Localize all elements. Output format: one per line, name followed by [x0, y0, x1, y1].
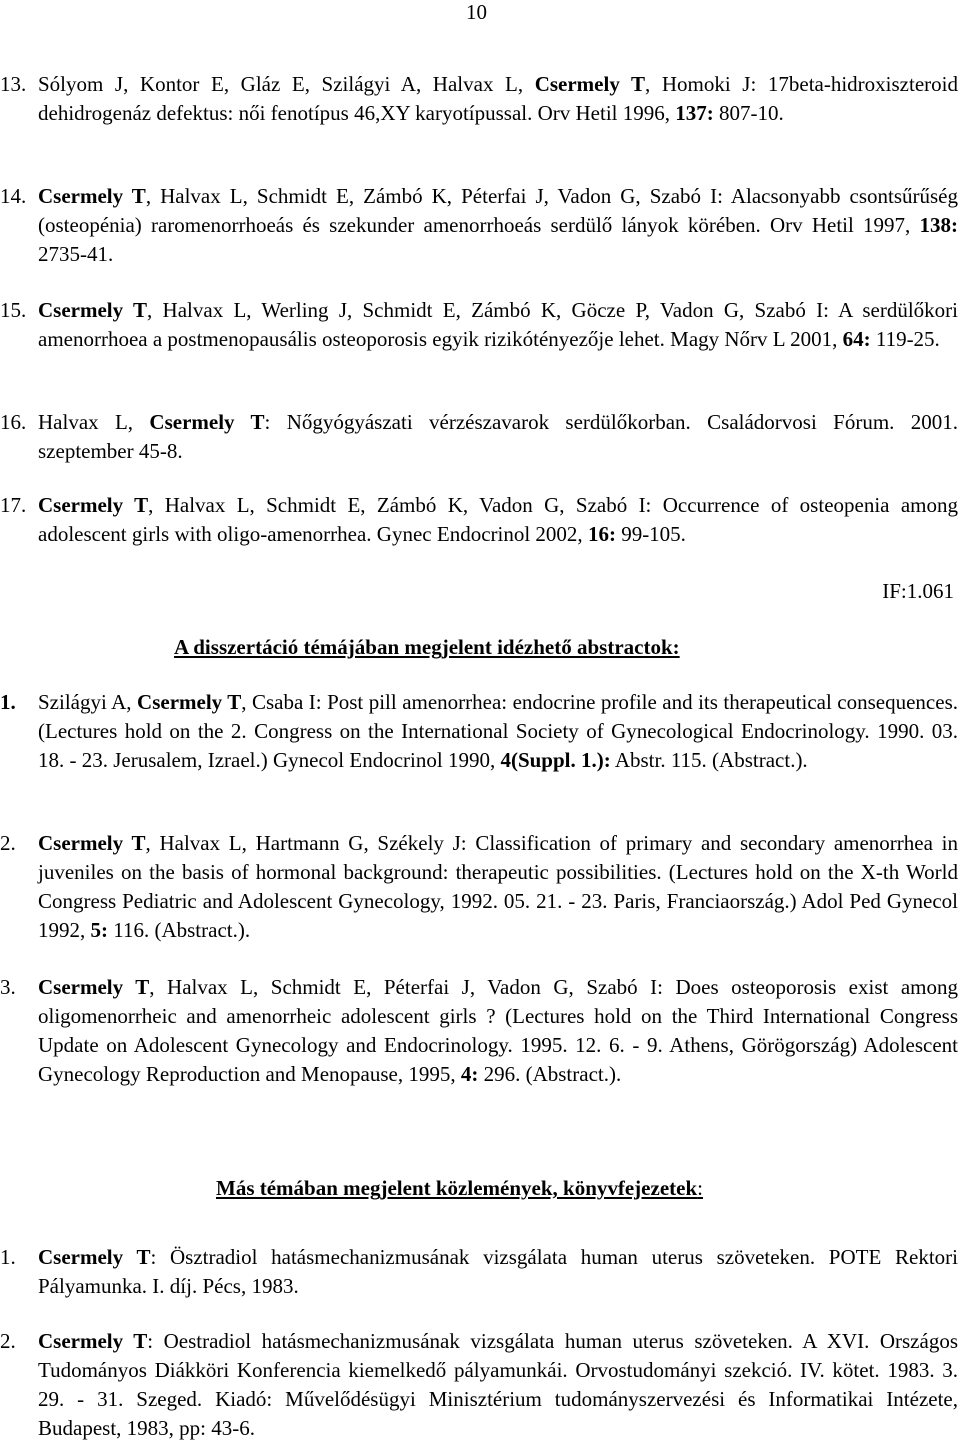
- text-segment: : Oestradiol hatásmechanizmusának vizsgálata human uterus szöveteken. A XVI. Országos Tudományos Diákköri Konferencia kiemelkedő pályamunkái. Orvostudományi szekció. IV. kötet. 1983. 3. 29. - 31. Szeged. Kiadó: Művelődésügyi Minisztérium tudományszervezési és Informatikai Intézete, Budapest, 1983, pp: 43-6.: [38, 1329, 958, 1440]
- reference-entry: [0, 182, 958, 269]
- text-segment: 99-105.: [615, 522, 686, 546]
- abstract-entry: [0, 829, 958, 945]
- abstract-entry: [0, 688, 958, 775]
- abstract-text: [38, 973, 958, 1089]
- abstract-entry: [0, 973, 958, 1089]
- text-segment: , Homoki J: 17beta-hidroxiszteroid dehidrogenáz defektus: női fenotípus 46,XY karyotípussal. Orv Hetil 1996,: [38, 72, 958, 125]
- bold-text: 137:: [675, 101, 714, 125]
- bold-text: 4(Suppl. 1.):: [500, 748, 611, 772]
- reference-entry: [0, 408, 958, 466]
- bold-text: 4:: [460, 1062, 479, 1086]
- abstract-number: 2.: [0, 831, 16, 855]
- bold-text: Csermely T: [38, 184, 146, 208]
- text-segment: 116. (Abstract.).: [108, 918, 251, 942]
- reference-entry: [0, 70, 958, 128]
- bold-text: Csermely T: [149, 410, 265, 434]
- bold-text: Csermely T: [38, 1329, 148, 1353]
- text-segment: Sólyom J, Kontor E, Gláz E, Szilágyi A, Halvax L,: [38, 72, 535, 96]
- abstract-text: [38, 829, 958, 945]
- text-segment: 807-10.: [713, 101, 784, 125]
- bold-text: Csermely T: [38, 975, 150, 999]
- abstract-number: 1.: [0, 690, 16, 714]
- abstract-number: 3.: [0, 975, 16, 999]
- text-segment: , Halvax L, Schmidt E, Zámbó K, Péterfai J, Vadon G, Szabó I: Alacsonyabb csontsűrűség (osteopénia) raromenorrhoeás és szekunder amenorrhoeás serdülő lányok körében. Orv Hetil 1997,: [38, 184, 958, 237]
- text-segment: Szilágyi A,: [38, 690, 138, 714]
- text-segment: Abstr. 115. (Abstract.).: [610, 748, 808, 772]
- section-heading-other-text: Más témában megjelent közlemények, könyvfejezetek: [216, 1176, 698, 1200]
- text-segment: 119-25.: [870, 327, 940, 351]
- reference-text: [38, 296, 958, 354]
- bold-text: 16:: [587, 522, 616, 546]
- text-segment: , Halvax L, Schmidt E, Zámbó K, Vadon G, Szabó I: Occurrence of osteopenia among adolescent girls with oligo-amenorrhea. Gynec Endocrinol 2002,: [38, 493, 958, 546]
- text-segment: 296. (Abstract.).: [478, 1062, 622, 1086]
- section-heading-other-colon: :: [697, 1176, 703, 1200]
- section-heading-other: [216, 1175, 703, 1201]
- reference-number: 17.: [0, 493, 27, 517]
- reference-number: 14.: [0, 184, 27, 208]
- bold-text: Csermely T: [38, 298, 148, 322]
- text-segment: 2735-41.: [38, 242, 114, 266]
- reference-text: [38, 491, 958, 549]
- text-segment: Halvax L,: [38, 410, 150, 434]
- text-segment: , Halvax L, Schmidt E, Péterfai J, Vadon G, Szabó I: Does osteoporosis exist among oligomenorrheic and amenorrheic adolescent girls ? (Lectures hold on the Third International Congress Update on Adolescent Gynecology and Endocrinology. 1995. 12. 6. - 9. Athens, Görögország) Adolescent Gynecology Reproduction and Menopause, 1995,: [38, 975, 958, 1086]
- other-publication-text: [38, 1243, 958, 1301]
- impact-factor: IF:1.061: [882, 579, 954, 603]
- bold-text: 64:: [842, 327, 871, 351]
- reference-number: 13.: [0, 72, 27, 96]
- reference-number: 16.: [0, 410, 27, 434]
- bold-text: 138:: [919, 213, 958, 237]
- bold-text: Csermely T: [38, 1245, 151, 1269]
- other-publication-number: 2.: [0, 1329, 16, 1353]
- other-publication-number: 1.: [0, 1245, 16, 1269]
- text-segment: , Halvax L, Hartmann G, Székely J: Classification of primary and secondary amenorrhea in juveniles on the basis of hormonal background: therapeutic possibilities. (Lectures hold on the X-th World Congress Pediatric and Adolescent Gynecology, 1992. 05. 21. - 23. Paris, Franciaország.) Adol Ped Gynecol 1992,: [38, 831, 958, 942]
- reference-text: [38, 182, 958, 269]
- reference-number: 15.: [0, 298, 27, 322]
- reference-text: [38, 408, 958, 466]
- other-publication-entry: [0, 1243, 958, 1301]
- bold-text: Csermely T: [38, 493, 149, 517]
- bold-text: Csermely T: [38, 831, 146, 855]
- other-publication-entry: [0, 1327, 958, 1443]
- text-segment: , Halvax L, Werling J, Schmidt E, Zámbó K, Göcze P, Vadon G, Szabó I: A serdülőkori amenorrhoea a postmenopausális osteoporosis egyik rizikótényezője lehet. Magy Nőrv L 2001,: [38, 298, 958, 351]
- other-publication-text: [38, 1327, 958, 1443]
- bold-text: 5:: [90, 918, 108, 942]
- page-number: 10: [466, 0, 487, 24]
- bold-text: Csermely T: [534, 72, 646, 96]
- reference-text: [38, 70, 958, 128]
- reference-entry: [0, 491, 958, 549]
- text-segment: : Nőgyógyászati vérzészavarok serdülőkorban. Családorvosi Fórum. 2001. szeptember 45-8.: [38, 410, 958, 463]
- text-segment: : Ösztradiol hatásmechanizmusának vizsgálata human uterus szöveteken. POTE Rektori Pályamunka. I. díj. Pécs, 1983.: [38, 1245, 958, 1298]
- section-heading-abstracts: A disszertáció témájában megjelent idézhető abstractok:: [174, 635, 680, 659]
- text-segment: , Csaba I: Post pill amenorrhea: endocrine profile and its therapeutical consequences. (Lectures hold on the 2. Congress on the International Society of Gynecological Endocrinology. 1990. 03. 18. - 23. Jerusalem, Izrael.) Gynecol Endocrinol 1990,: [38, 690, 958, 772]
- abstract-text: [38, 688, 958, 775]
- reference-entry: [0, 296, 958, 354]
- bold-text: Csermely T: [137, 690, 242, 714]
